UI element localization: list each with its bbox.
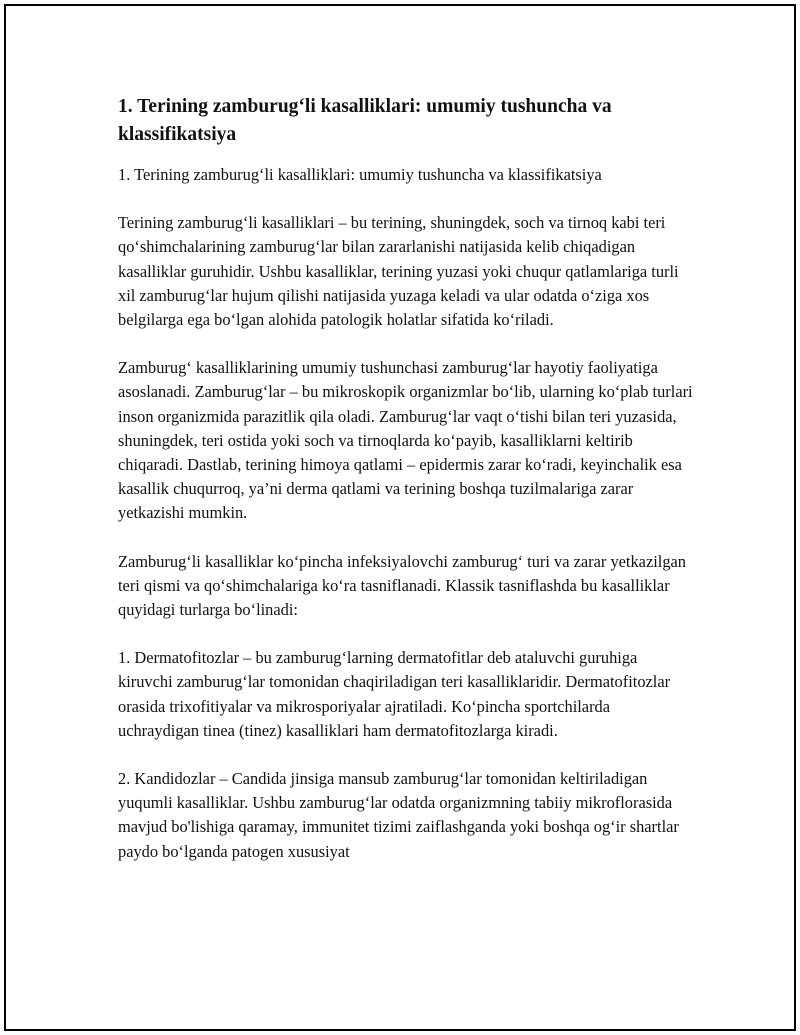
paragraph-gap: [118, 332, 694, 356]
document-title: 1. Terining zamburug‘li kasalliklari: umumiy tushuncha va klassifikatsiya: [118, 96, 612, 145]
document-body: [118, 93, 694, 864]
list-item-candidiasis: 2. Kandidozlar – Candida jinsiga mansub zamburug‘lar tomonidan keltiriladigan yuqumli kasalliklar. Ushbu zamburug‘lar odatda organizmning tabiiy mikroflorasida mavjud bo'lishiga qaramay, immunitet tizimi zaiflashganda yoki boshqa og‘ir shartlar paydo bo‘lganda patogen xususiyat: [118, 769, 679, 861]
paragraph-subtitle: 1. Terining zamburug‘li kasalliklari: umumiy tushuncha va klassifikatsiya: [118, 165, 602, 184]
paragraph-gap: [118, 622, 694, 646]
paragraph-gap: [118, 187, 694, 211]
paragraph-gap: [118, 743, 694, 767]
paragraph-classification: Zamburug‘li kasalliklar ko‘pincha infeksiyalovchi zamburug‘ turi va zarar yetkazilgan teri qismi va qo‘shimchalariga ko‘ra tasniflanadi. Klassik tasniflashda bu kasalliklar quyidagi turlarga bo‘linadi:: [118, 551, 686, 620]
paragraph-general-concept: Zamburug‘ kasalliklarining umumiy tushunchasi zamburug‘lar hayotiy faoliyatiga asoslanadi. Zamburug‘lar – bu mikroskopik organizmlar bo‘lib, ularning ko‘plab turlari inson organizmida parazitlik qila oladi. Zamburug‘lar vaqt o‘tishi bilan teri yuzasida, shuningdek, teri ostida yoki soch va tirnoqlarda ko‘payib, kasalliklarni keltirib chiqaradi. Dastlab, terining himoya qatlami – epidermis zarar ko‘radi, keyinchalik esa kasallik chuqurroq, ya’ni derma qatlami va terining boshqa tuzilmalariga zarar yetkazishi mumkin.: [118, 358, 693, 523]
paragraph-gap: [118, 526, 694, 550]
paragraph-definition: Terining zamburug‘li kasalliklari – bu terining, shuningdek, soch va tirnoq kabi teri qo‘shimchalarining zamburug‘lar bilan zararlanishi natijasida kelib chiqadigan kasalliklar guruhidir. Ushbu kasalliklar, terining yuzasi yoki chuqur qatlamlariga turli xil zamburug‘lar hujum qilishi natijasida yuzaga keladi va ular odatda o‘ziga xos belgilarga ega bo‘lgan alohida patologik holatlar sifatida ko‘riladi.: [118, 213, 679, 330]
list-item-dermatophytoses: 1. Dermatofitozlar – bu zamburug‘larning dermatofitlar deb ataluvchi guruhiga kiruvchi zamburug‘lar tomonidan chaqiriladigan teri kasalliklaridir. Dermatofitozlar orasida trixofitiyalar va mikrosporiyalar ajratiladi. Ko‘pincha sportchilarda uchraydigan tinea (tinez) kasalliklari ham dermatofitozlarga kiradi.: [118, 648, 671, 740]
